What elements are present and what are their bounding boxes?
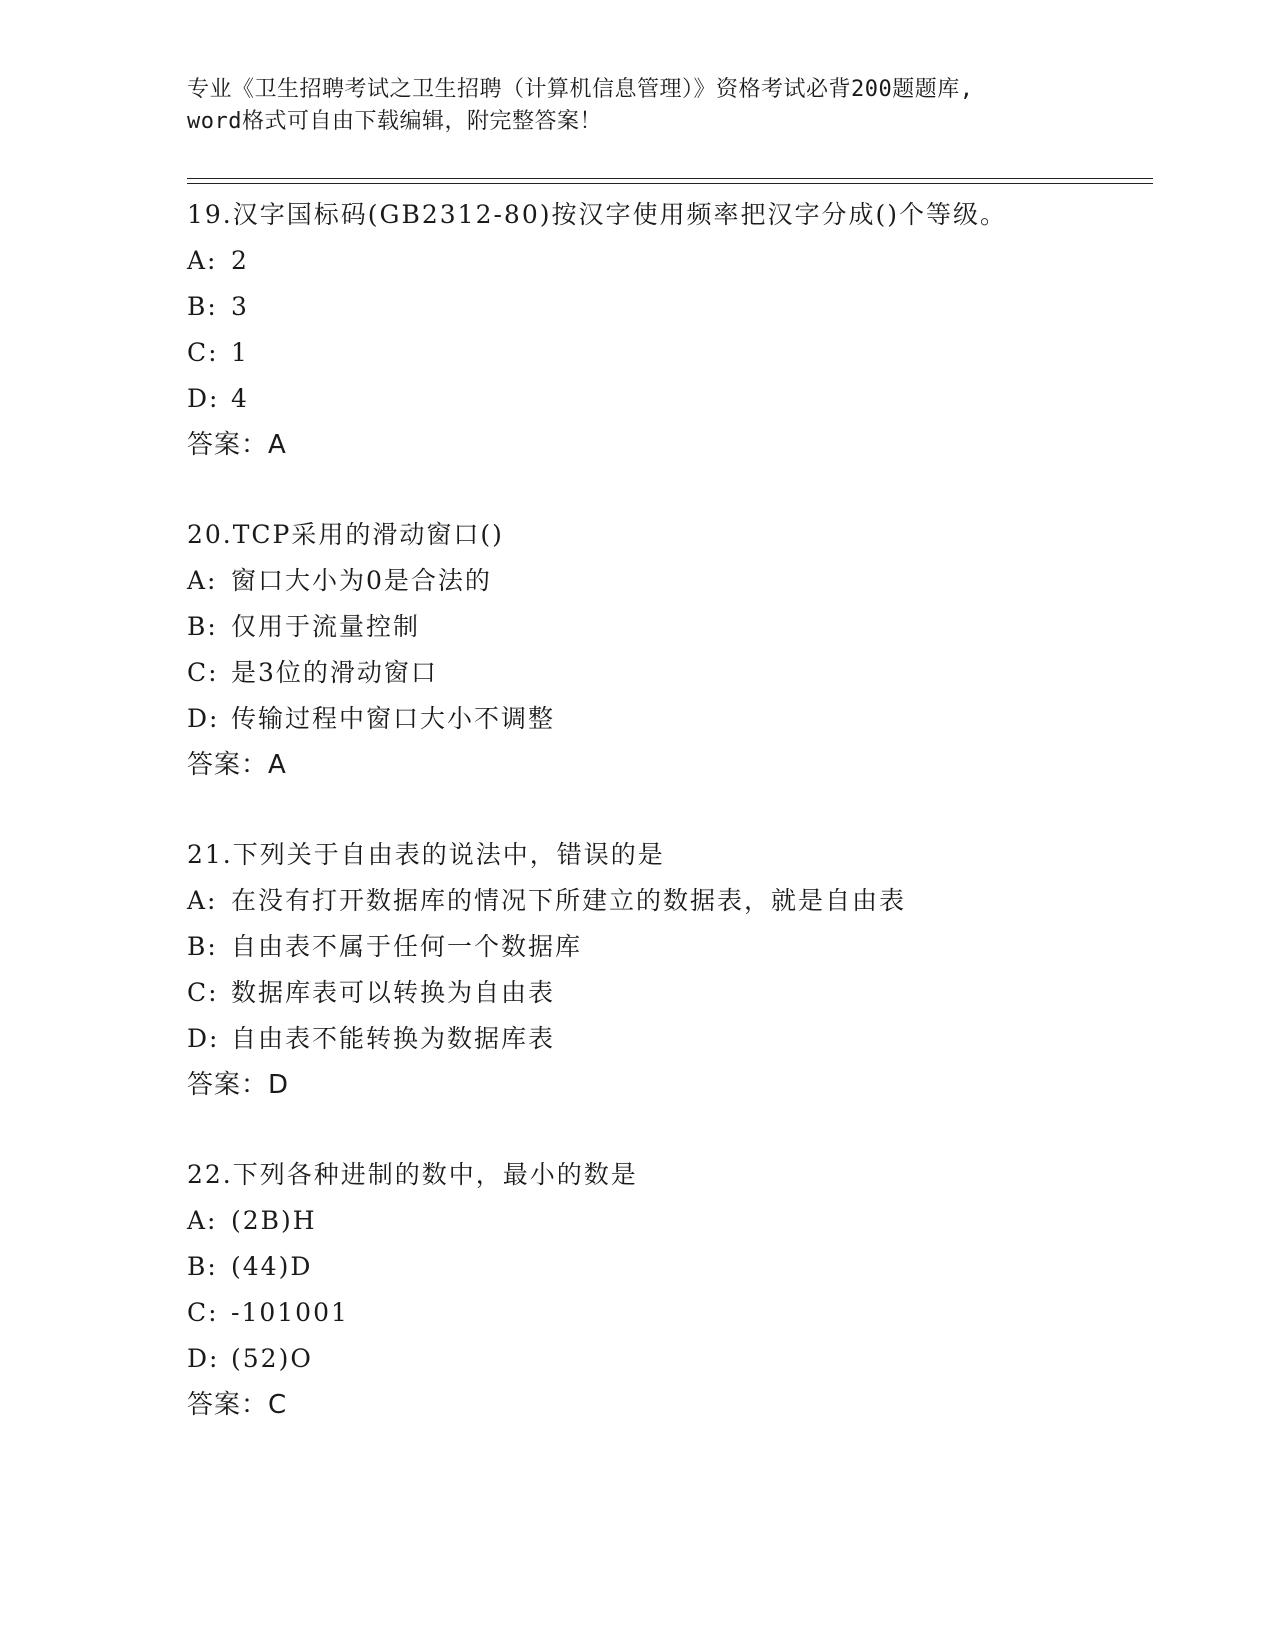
option-a xyxy=(187,1198,1167,1244)
option-letter: D: xyxy=(187,1344,220,1373)
option-a xyxy=(187,878,1167,924)
option-text: 在没有打开数据库的情况下所建立的数据表，就是自由表 xyxy=(231,886,907,915)
document-header xyxy=(187,74,1087,138)
option-text: (52)O xyxy=(231,1344,313,1373)
option-letter: C: xyxy=(187,978,219,1007)
option-a xyxy=(187,558,1167,604)
question-22 xyxy=(187,1152,1167,1472)
option-letter: C: xyxy=(187,1298,219,1327)
option-text: -101001 xyxy=(231,1298,349,1327)
option-text: (2B)H xyxy=(231,1206,317,1235)
header-divider-top xyxy=(187,178,1153,179)
option-letter: B: xyxy=(187,612,218,641)
option-d xyxy=(187,1336,1167,1382)
option-d xyxy=(187,376,1167,422)
option-c xyxy=(187,330,1167,376)
option-text: 是3位的滑动窗口 xyxy=(231,658,438,687)
question-title: 19.汉字国标码(GB2312-80)按汉字使用频率把汉字分成()个等级。 xyxy=(187,200,1007,229)
option-letter: B: xyxy=(187,1252,218,1281)
option-c xyxy=(187,650,1167,696)
option-text: 仅用于流量控制 xyxy=(231,612,421,641)
question-list xyxy=(187,192,1167,1472)
option-text: 2 xyxy=(231,246,249,275)
question-title: 21.下列关于自由表的说法中，错误的是 xyxy=(187,840,665,869)
answer-line: 答案：C xyxy=(187,1390,288,1420)
option-b xyxy=(187,284,1167,330)
question-title: 22.下列各种进制的数中，最小的数是 xyxy=(187,1160,638,1189)
question-19 xyxy=(187,192,1167,512)
option-c xyxy=(187,970,1167,1016)
option-d xyxy=(187,696,1167,742)
answer-line: 答案：A xyxy=(187,430,287,460)
option-text: 窗口大小为0是合法的 xyxy=(231,566,492,595)
option-b xyxy=(187,604,1167,650)
option-text: (44)D xyxy=(231,1252,313,1281)
option-letter: A: xyxy=(187,566,218,595)
option-text: 4 xyxy=(231,384,249,413)
option-letter: C: xyxy=(187,658,219,687)
header-title-line: 专业《卫生招聘考试之卫生招聘（计算机信息管理）》资格考试必背200题题库, xyxy=(187,77,974,102)
option-a xyxy=(187,238,1167,284)
option-text: 传输过程中窗口大小不调整 xyxy=(231,704,556,733)
option-c xyxy=(187,1290,1167,1336)
answer-line: 答案：D xyxy=(187,1070,290,1100)
option-text: 1 xyxy=(231,338,249,367)
option-letter: A: xyxy=(187,1206,218,1235)
option-b xyxy=(187,1244,1167,1290)
question-20 xyxy=(187,512,1167,832)
option-letter: B: xyxy=(187,292,218,321)
header-subtitle-line: word格式可自由下载编辑，附完整答案！ xyxy=(187,109,602,134)
option-letter: C: xyxy=(187,338,219,367)
option-text: 自由表不能转换为数据库表 xyxy=(231,1024,556,1053)
option-letter: B: xyxy=(187,932,218,961)
option-text: 3 xyxy=(231,292,249,321)
option-letter: D: xyxy=(187,384,220,413)
question-title: 20.TCP采用的滑动窗口() xyxy=(187,520,504,549)
option-letter: D: xyxy=(187,1024,220,1053)
option-text: 数据库表可以转换为自由表 xyxy=(231,978,556,1007)
question-21 xyxy=(187,832,1167,1152)
header-divider-bottom xyxy=(187,183,1153,184)
option-letter: D: xyxy=(187,704,220,733)
option-text: 自由表不属于任何一个数据库 xyxy=(231,932,583,961)
option-d xyxy=(187,1016,1167,1062)
option-letter: A: xyxy=(187,886,218,915)
answer-line: 答案：A xyxy=(187,750,287,780)
option-letter: A: xyxy=(187,246,218,275)
option-b xyxy=(187,924,1167,970)
